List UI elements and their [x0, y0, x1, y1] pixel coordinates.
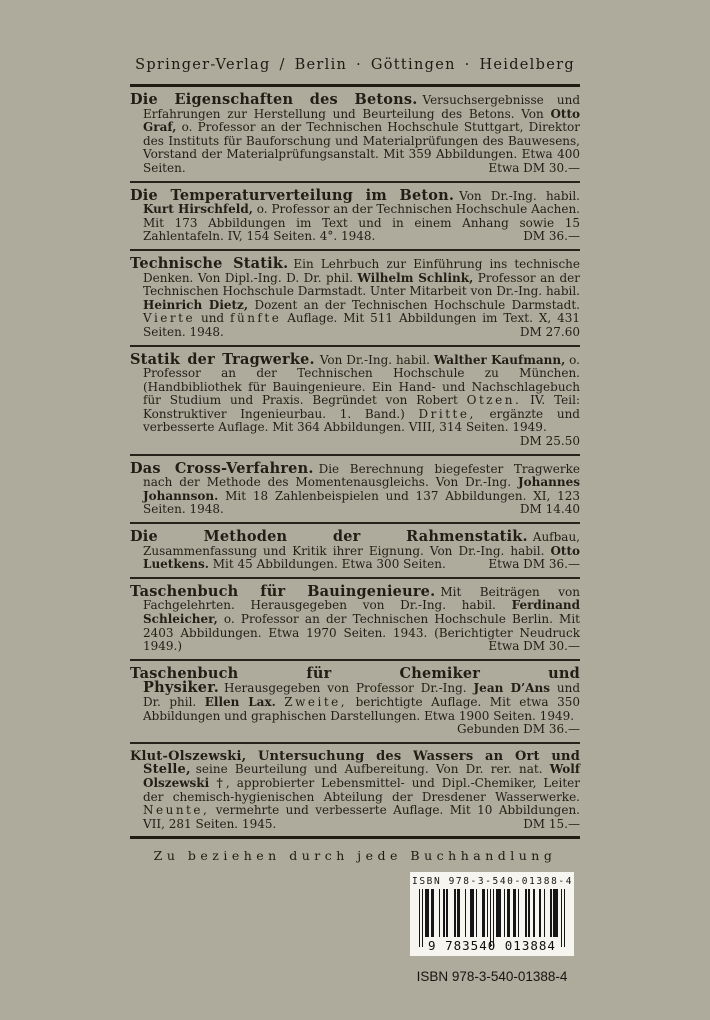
book-description: und: [195, 311, 231, 326]
author-name: Walther Kaufmann,: [433, 352, 566, 367]
book-entry: [130, 744, 580, 837]
author-name: Otto Graf,: [143, 106, 580, 135]
footer-note: Zu beziehen durch jede Buchhandlung: [153, 848, 557, 864]
book-description: Ein Lehrbuch zur Einführung ins technische Denken. Von Dipl.-Ing. D. Dr. phil.: [143, 256, 581, 285]
book-description: o. Professor an der Technischen Hochschule Berlin. Mit 2403 Abbildungen. Etwa 1970 Seiten. 1943. (Berichtigter Neudruck 1949.): [143, 612, 580, 654]
author-name: Wilhelm Schlink,: [357, 270, 474, 285]
book-price: DM 36.—: [523, 229, 580, 244]
book-title: Die Methoden der Rahmenstatik.: [130, 528, 528, 546]
book-title: Klut-Olszewski, Untersuchung des Wassers an Ort und Stelle,: [130, 748, 580, 778]
book-title: Die Temperaturverteilung im Beton.: [130, 186, 455, 204]
author-name: Johannes Johannson.: [143, 475, 580, 503]
author-name: Kurt Hirschfeld,: [143, 202, 253, 217]
barcode-isbn-label: ISBN 978-3-540-01388-4: [412, 876, 574, 887]
book-description: Herausgegeben von Professor Dr.-Ing.: [223, 681, 474, 696]
book-title: Das Cross-Verfahren.: [130, 459, 314, 477]
book-description: o. Professor an der Technischen Hochschule zu München. (Handbibliothek für Bauingenieure. Ein Hand- und Nachschlagebuch für Studium und Praxis. Begründet von Robert: [143, 352, 580, 408]
isbn-barcode-box: [410, 872, 574, 956]
book-entry: [130, 183, 580, 249]
book-description: Auflage. Mit 511 Abbildungen im Text. X, 431 Seiten. 1948.: [143, 311, 580, 339]
book-description: Dozent an der Technischen Hochschule Darmstadt.: [248, 297, 580, 312]
book-description: Professor an der Technischen Hochschule Darmstadt. Unter Mitarbeit von Dr.-Ing. habil.: [143, 270, 580, 299]
book-price: DM 15.—: [523, 816, 580, 831]
book-description: und Dr. phil.: [143, 681, 581, 709]
book-description: Zweite,: [284, 694, 348, 709]
book-description: ergänzte und verbesserte Auflage. Mit 364 Abbildungen. VIII, 314 Seiten. 1949.: [143, 406, 580, 435]
book-title: Die Eigenschaften des Betons.: [130, 91, 418, 108]
book-entry: [130, 661, 580, 742]
book-title: Taschenbuch für Bauingenieure.: [130, 582, 436, 600]
book-price: DM 27.60: [519, 324, 580, 339]
book-description: seine Beurteilung und Aufbereitung. Von Dr. rer. nat.: [195, 762, 550, 777]
barcode-digits: 9 783540 013884: [428, 938, 556, 953]
book-price: DM 25.50: [519, 434, 580, 449]
book-entry: [130, 87, 580, 181]
book-description: Otzen.: [466, 393, 522, 408]
book-entry: [130, 524, 580, 577]
author-name: Heinrich Dietz,: [143, 297, 249, 312]
author-name: Ferdinand Schleicher,: [143, 598, 580, 626]
book-description: Neunte,: [143, 803, 210, 818]
book-description: , approbierter Lebensmittel- und Dipl.-Chemiker, Leiter der chemisch-hygienischen Abteilung der Dresdener Wasserwerke.: [143, 775, 580, 804]
catalog-column: [130, 84, 580, 863]
book-title: Taschenbuch für Chemiker und Physiker.: [130, 664, 580, 697]
book-price: Etwa DM 30.—: [488, 160, 580, 175]
book-entry: [130, 251, 580, 345]
book-price: DM 14.40: [519, 502, 580, 517]
isbn-caption: ISBN 978-3-540-01388-4: [416, 969, 568, 984]
book-description: Die Berechnung biegefester Tragwerke nach der Methode des Momentenausgleichs. Von Dr.-Ing.: [143, 461, 580, 490]
author-name: Ellen Lax.: [204, 694, 276, 709]
book-description: Dritte,: [418, 406, 476, 421]
book-description: Mit Beiträgen von Fachgelehrten. Herausgegeben von Dr.-Ing. habil.: [143, 584, 580, 613]
book-description: Von Dr.-Ing. habil.: [319, 352, 434, 367]
book-entry: [130, 456, 580, 522]
book-description: berichtigte Auflage. Mit etwa 350 Abbildungen und graphischen Darstellungen. Etwa 1900 Seiten. 1949.: [143, 694, 580, 723]
book-list: [130, 87, 580, 839]
book-description: o. Professor an der Technischen Hochschule Stuttgart, Direktor des Instituts für Bauforschung und Materialprüfungen des Bauwesens, Vorstand der Materialprüfungsanstalt. Mit 359 Abbildungen. Etwa 400 Seiten.: [143, 120, 580, 175]
book-description: [276, 695, 285, 709]
book-price: Etwa DM 30.—: [488, 639, 580, 654]
author-name: Wolf Olszewski †: [143, 762, 580, 790]
book-description: o. Professor an der Technischen Hochschule Aachen. Mit 173 Abbildungen im Text und in einem Anhang sowie 15 Zahlentafeln. IV, 154 Seiten. 4°. 1948.: [143, 202, 580, 244]
book-description: Versuchsergebnisse und Erfahrungen zur Herstellung und Beurteilung des Betons. Von: [143, 93, 580, 121]
book-description: Mit 18 Zahlenbeispielen und 137 Abbildungen. XI, 123 Seiten. 1948.: [143, 488, 580, 517]
book-entry: [130, 579, 580, 659]
book-description: Von Dr.-Ing. habil.: [459, 188, 580, 203]
book-title: Statik der Tragwerke.: [130, 350, 315, 368]
book-description: vermehrte und verbesserte Auflage. Mit 10 Abbildungen. VII, 281 Seiten. 1945.: [143, 803, 580, 831]
book-description: Mit 45 Abbildungen. Etwa 300 Seiten.: [208, 557, 446, 572]
book-price: Etwa DM 36.—: [488, 557, 580, 572]
author-name: Jean D’Ans: [473, 681, 550, 696]
publisher-masthead: Springer-Verlag / Berlin · Göttingen · Heidelberg: [135, 57, 575, 73]
book-title: Technische Statik.: [130, 254, 289, 272]
author-name: Otto Luetkens.: [143, 543, 580, 572]
book-description: fünfte: [230, 311, 282, 326]
book-description: Vierte: [143, 311, 196, 326]
book-price: Gebunden DM 36.—: [457, 722, 580, 737]
book-entry: [130, 347, 580, 454]
book-description: Aufbau, Zusammenfassung und Kritik ihrer Eignung. Von Dr.-Ing. habil.: [143, 530, 580, 558]
book-description: IV. Teil: Konstruktiver Ingenieurbau. 1. Band.): [143, 393, 580, 421]
